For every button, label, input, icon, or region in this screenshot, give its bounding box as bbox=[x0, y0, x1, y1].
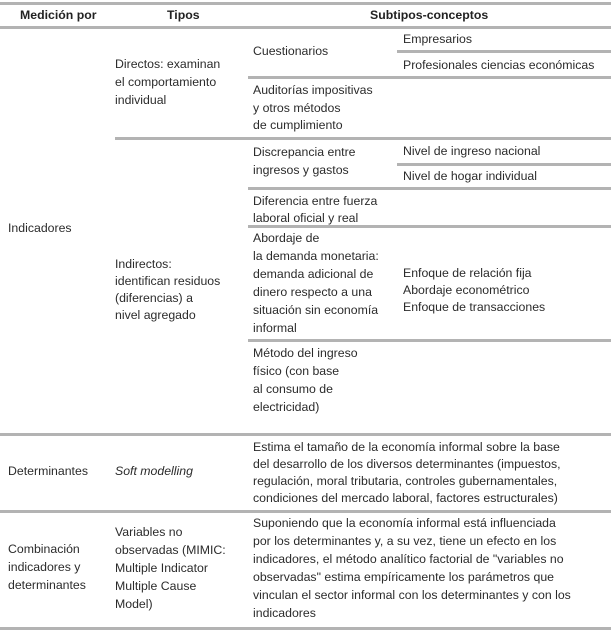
text-line: condiciones del mercado laboral, factores estructurales) bbox=[253, 491, 558, 505]
text-line: indicadores y bbox=[8, 560, 81, 574]
text-line: indicadores, el método analítico factorial de "variables no bbox=[253, 552, 564, 566]
tipo-soft-modelling: Soft modelling bbox=[115, 464, 193, 478]
header-tipos: Tipos bbox=[167, 8, 200, 22]
row-divider bbox=[397, 50, 611, 53]
text-line: físico (con base bbox=[253, 364, 340, 378]
text-line: (diferencias) a bbox=[115, 291, 193, 305]
text-line: Auditorías impositivas bbox=[253, 83, 373, 97]
section-rule bbox=[0, 510, 611, 513]
text-line: del desarrollo de los diversos determinantes (impuestos, bbox=[253, 457, 561, 471]
text-line: informal bbox=[253, 321, 297, 335]
sub-empresarios: Empresarios bbox=[403, 32, 473, 46]
text-line: identifican residuos bbox=[115, 274, 221, 288]
text-line: la demanda monetaria: bbox=[253, 249, 379, 263]
text-line: Abordaje de bbox=[253, 231, 320, 245]
text-line: el comportamiento bbox=[115, 75, 217, 89]
text-line: y otros métodos bbox=[253, 101, 341, 115]
text-line: ingresos y gastos bbox=[253, 163, 349, 177]
text-line: Enfoque de transacciones bbox=[403, 300, 546, 314]
text-line: determinantes bbox=[8, 578, 86, 592]
text-line: individual bbox=[115, 93, 167, 107]
text-line: por los determinantes y, a su vez, tiene un efecto en los bbox=[253, 534, 557, 548]
text-line: indicadores bbox=[253, 606, 316, 620]
sub-hogar-individual: Nivel de hogar individual bbox=[403, 169, 537, 183]
text-line: Variables no bbox=[115, 525, 183, 539]
text-line: laboral oficial y real bbox=[253, 211, 359, 225]
text-line: Abordaje econométrico bbox=[403, 283, 530, 297]
row-divider bbox=[248, 187, 611, 190]
row-divider bbox=[248, 76, 611, 79]
text-line: Directos: examinan bbox=[115, 57, 221, 71]
text-line: Indirectos: bbox=[115, 257, 172, 271]
text-line: Discrepancia entre bbox=[253, 145, 356, 159]
text-line: observadas (MIMIC: bbox=[115, 543, 226, 557]
medicion-indicadores: Indicadores bbox=[8, 221, 72, 235]
top-rule bbox=[0, 2, 611, 5]
text-line: Combinación bbox=[8, 542, 80, 556]
text-line: dinero respecto a una bbox=[253, 285, 372, 299]
text-line: regulación, moral tributaria, controles gubernamentales, bbox=[253, 474, 558, 488]
text-line: Suponiendo que la economía informal está influenciada bbox=[253, 516, 556, 530]
row-divider bbox=[248, 339, 611, 342]
text-line: demanda adicional de bbox=[253, 267, 374, 281]
header-medicion: Medición por bbox=[20, 8, 97, 22]
text-line: situación sin economía bbox=[253, 303, 379, 317]
row-divider bbox=[115, 137, 611, 140]
text-line: Multiple Cause bbox=[115, 579, 197, 593]
text-line: Estima el tamaño de la economía informal sobre la base bbox=[253, 440, 560, 454]
text-line: observadas" estima empíricamente los parámetros que bbox=[253, 570, 554, 584]
text-line: Model) bbox=[115, 597, 153, 611]
sub-profesionales: Profesionales ciencias económicas bbox=[403, 58, 595, 72]
header-subtipos: Subtipos-conceptos bbox=[370, 8, 489, 22]
row-divider bbox=[397, 163, 611, 166]
text-line: de cumplimiento bbox=[253, 118, 343, 132]
text-line: nivel agregado bbox=[115, 308, 196, 322]
text-line: Enfoque de relación fija bbox=[403, 266, 532, 280]
medicion-determinantes: Determinantes bbox=[8, 464, 88, 478]
text-line: Multiple Indicator bbox=[115, 561, 208, 575]
text-line: al consumo de bbox=[253, 382, 333, 396]
bottom-rule bbox=[0, 627, 611, 630]
text-line: vinculan el sector informal con los determinantes y con los bbox=[253, 588, 571, 602]
text-line: Método del ingreso bbox=[253, 346, 358, 360]
section-rule bbox=[0, 433, 611, 436]
header-rule bbox=[0, 26, 611, 29]
concepto-cuestionarios: Cuestionarios bbox=[253, 44, 329, 58]
text-line: electricidad) bbox=[253, 400, 320, 414]
sub-ingreso-nacional: Nivel de ingreso nacional bbox=[403, 144, 541, 158]
text-line: Diferencia entre fuerza bbox=[253, 194, 378, 208]
